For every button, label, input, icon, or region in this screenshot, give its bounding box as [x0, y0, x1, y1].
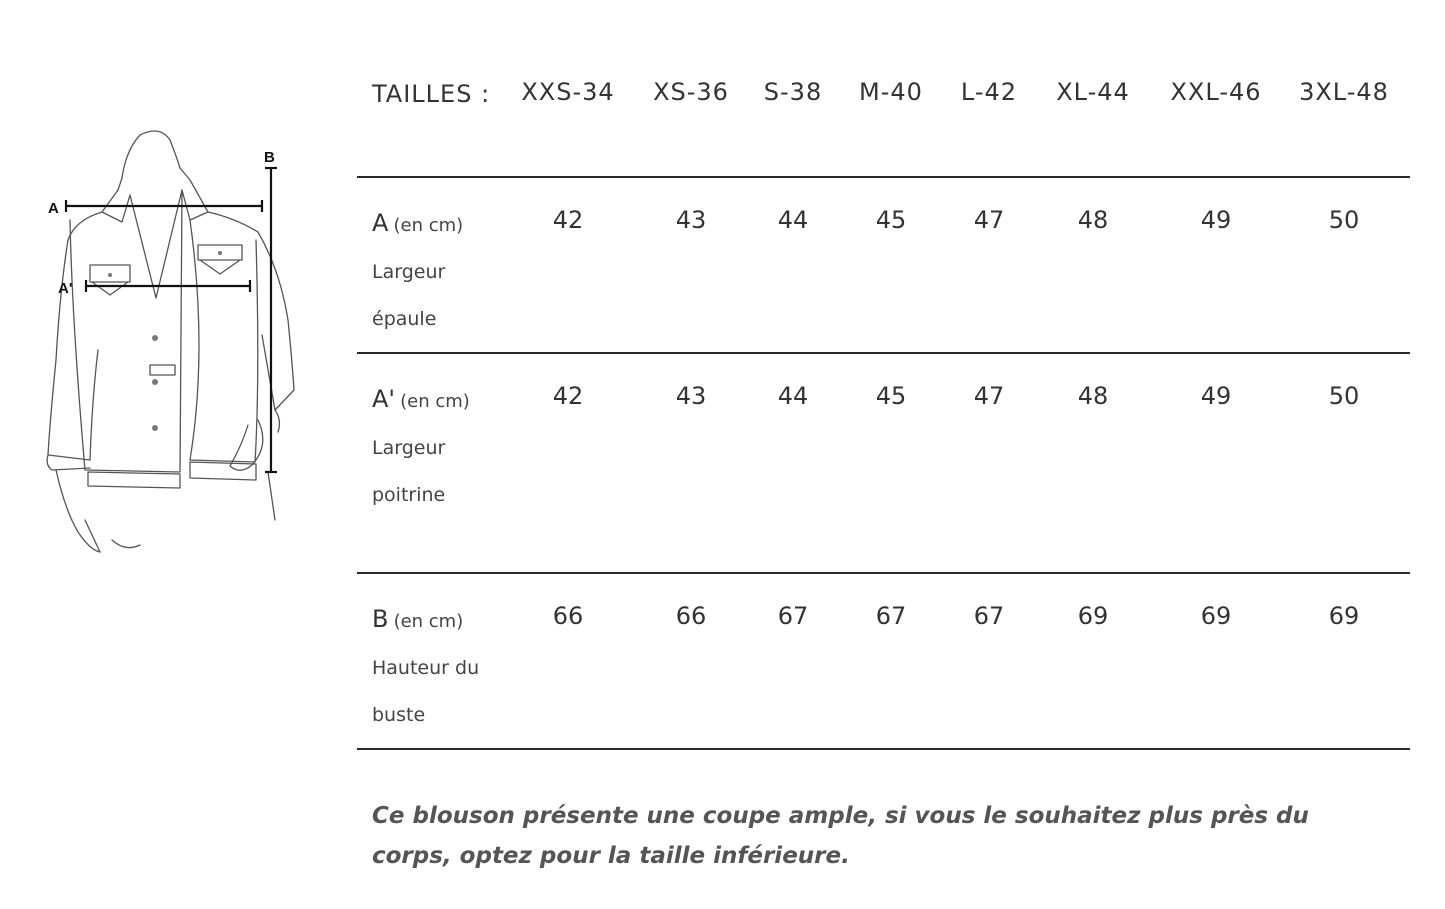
measure-description: Largeur poitrine [372, 437, 446, 506]
measure-letter: A' [372, 385, 396, 413]
table-cell: 67 [750, 573, 836, 749]
table-cell: 69 [1278, 573, 1410, 749]
size-header: S-38 [750, 60, 836, 177]
measure-letter: A [372, 209, 389, 237]
size-table [357, 60, 1410, 750]
table-row [357, 177, 1410, 353]
measure-unit: (en cm) [393, 611, 464, 632]
table-cell: 49 [1154, 177, 1278, 353]
table-cell: 47 [946, 353, 1032, 573]
size-header: XXL-46 [1154, 60, 1278, 177]
size-header: XXS-34 [504, 60, 632, 177]
jacket-drawing [30, 120, 320, 570]
label-b: B [264, 149, 275, 166]
size-header: M-40 [836, 60, 946, 177]
table-cell: 45 [836, 177, 946, 353]
size-header: L-42 [946, 60, 1032, 177]
measure-description: Largeur épaule [372, 261, 446, 330]
size-header: XL-44 [1032, 60, 1154, 177]
size-header: XS-36 [632, 60, 750, 177]
measure-label-cell [357, 177, 504, 353]
size-header: 3XL-48 [1278, 60, 1410, 177]
table-cell: 48 [1032, 177, 1154, 353]
table-cell: 50 [1278, 353, 1410, 573]
fit-note: Ce blouson présente une coupe ample, si vous le souhaitez plus près du corps, optez pour la taille inférieure. [372, 803, 1309, 869]
table-cell: 42 [504, 353, 632, 573]
measure-label-cell [357, 573, 504, 749]
measure-label-cell [357, 353, 504, 573]
table-cell: 43 [632, 353, 750, 573]
measure-description: Hauteur du buste [372, 657, 480, 726]
label-a: A [48, 200, 59, 217]
table-row [357, 573, 1410, 749]
table-cell: 69 [1154, 573, 1278, 749]
header-label: TAILLES : [357, 60, 504, 177]
measure-unit: (en cm) [393, 215, 464, 236]
table-cell: 42 [504, 177, 632, 353]
table-row [357, 353, 1410, 573]
table-cell: 50 [1278, 177, 1410, 353]
table-cell: 67 [946, 573, 1032, 749]
measure-letter: B [372, 605, 389, 633]
table-cell: 66 [504, 573, 632, 749]
table-cell: 43 [632, 177, 750, 353]
label-a-prime: A' [58, 280, 73, 297]
table-cell: 47 [946, 177, 1032, 353]
table-cell: 48 [1032, 353, 1154, 573]
table-cell: 66 [632, 573, 750, 749]
table-cell: 44 [750, 177, 836, 353]
header-row [357, 60, 1410, 177]
table-cell: 69 [1032, 573, 1154, 749]
table-cell: 44 [750, 353, 836, 573]
table-cell: 67 [836, 573, 946, 749]
table-cell: 45 [836, 353, 946, 573]
jacket-illustration [30, 120, 320, 570]
table-cell: 49 [1154, 353, 1278, 573]
measure-unit: (en cm) [400, 391, 470, 412]
